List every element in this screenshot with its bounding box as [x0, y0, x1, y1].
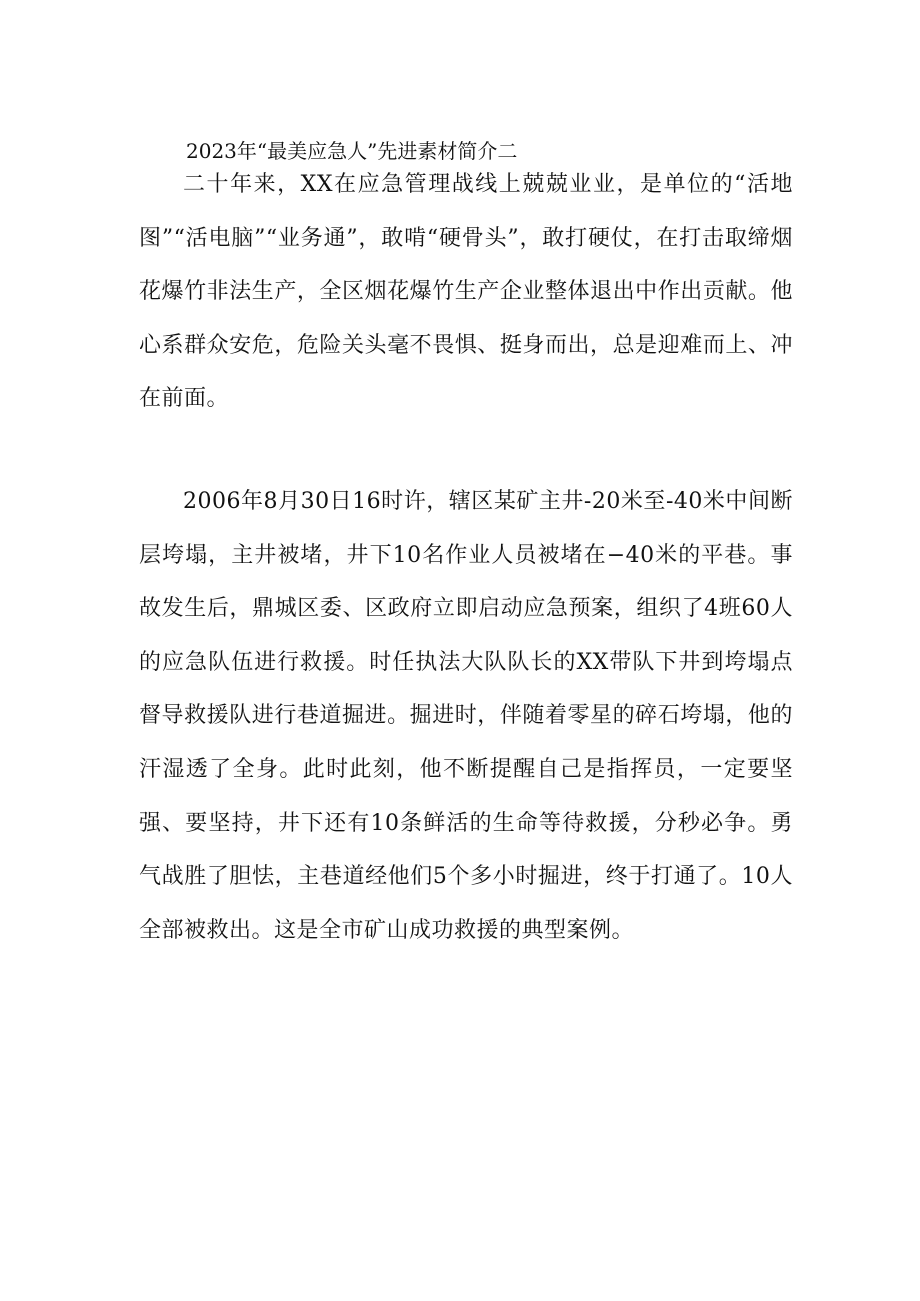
- document-title: 2023年“最美应急人”先进素材简介二: [186, 139, 518, 163]
- paragraph-intro: 二十年来，XX在应急管理战线上兢兢业业，是单位的“活地图”“活电脑”“业务通”，敢啃“硬骨头”，敢打硬仗，在打击取缔烟花爆竹非法生产，全区烟花爆竹生产企业整体退出中作出贡献。他心系群众安危，危险关头毫不畏惧、挺身而出，总是迎难而上、冲在前面。: [139, 172, 793, 412]
- paragraph-rescue-event: 2006年8月30日16时许，辖区某矿主井-20米至-40米中间断层垮塌，主井被堵，井下10名作业人员被堵在−40米的平巷。事故发生后，鼎城区委、区政府立即启动应急预案，组织了4班60人的应急队伍进行救援。时任执法大队队长的XX带队下井到垮塌点督导救援队进行巷道掘进。掘进时，伴随着零星的碎石垮塌，他的汗湿透了全身。此时此刻，他不断提醒自己是指挥员，一定要坚强、要坚持，井下还有10条鲜活的生命等待救援，分秒必争。勇气战胜了胆怯，主巷道经他们5个多小时掘进，终于打通了。10人全部被救出。这是全市矿山成功救援的典型案例。: [139, 489, 793, 943]
